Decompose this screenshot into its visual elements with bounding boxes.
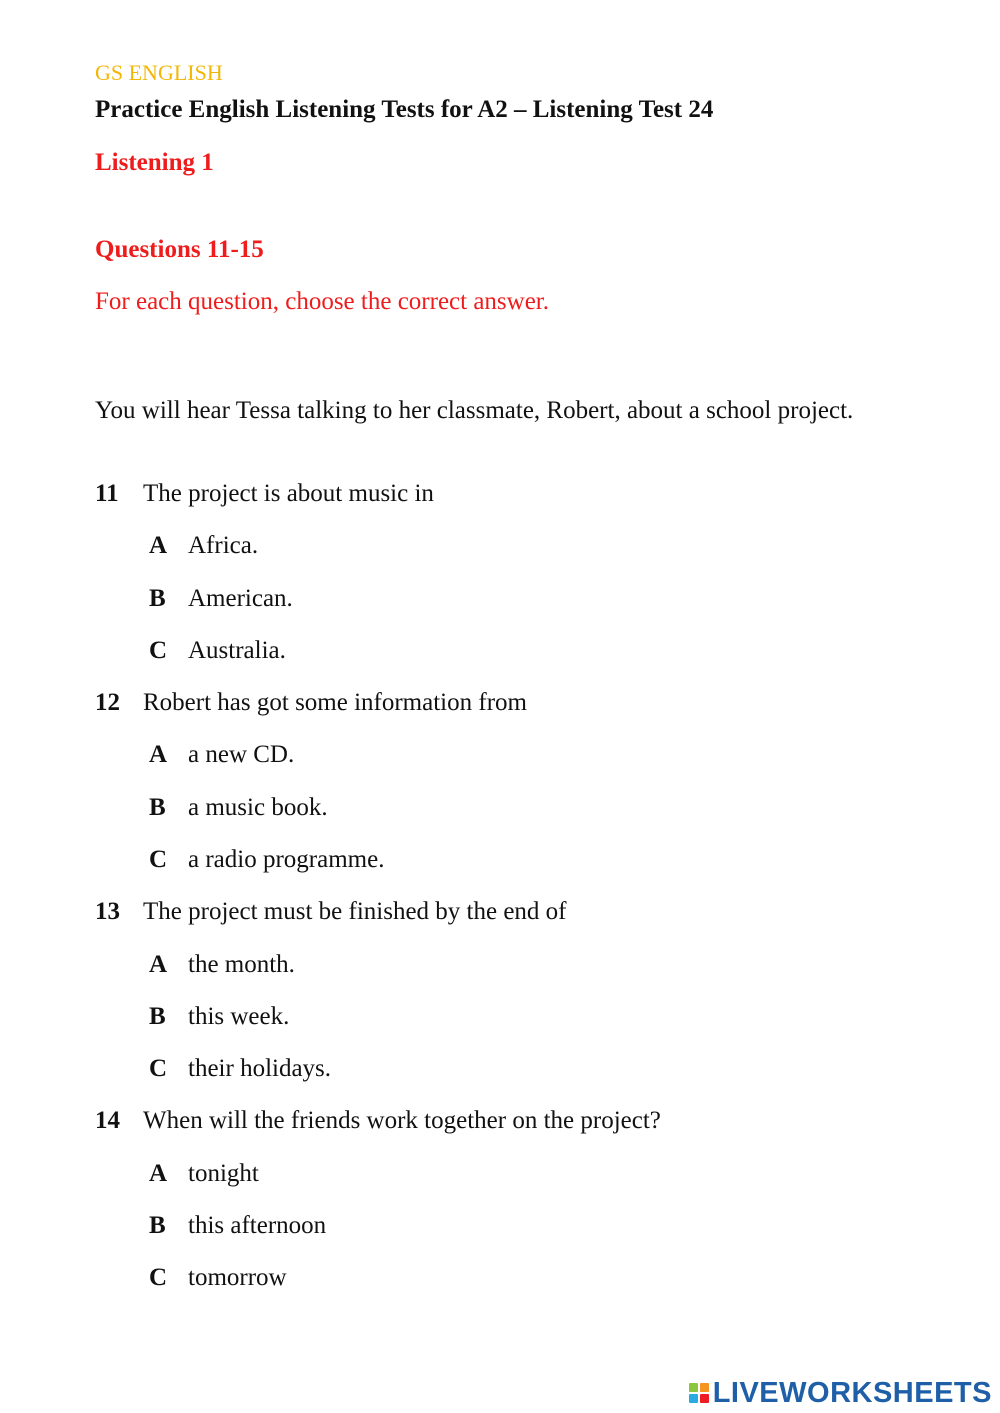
option-text: this afternoon <box>188 1212 327 1239</box>
question-number: 13 <box>95 898 120 925</box>
option-text: Africa. <box>188 532 259 559</box>
option-letter: C <box>149 846 168 873</box>
option-letter: C <box>149 1264 168 1291</box>
option-text: a new CD. <box>188 741 295 768</box>
option-text: Australia. <box>188 637 286 664</box>
question-text: Robert has got some information from <box>143 689 527 716</box>
option-letter: B <box>149 1212 166 1239</box>
option-letter: C <box>149 1055 168 1082</box>
option-letter: A <box>149 951 168 978</box>
question-number: 12 <box>95 689 120 716</box>
question-text: The project is about music in <box>143 480 434 507</box>
question-number: 14 <box>95 1107 120 1134</box>
question-number: 11 <box>95 480 119 507</box>
section-heading: Listening 1 <box>95 149 214 176</box>
option-text: tomorrow <box>188 1264 287 1291</box>
option-text: the month. <box>188 951 295 978</box>
option-text: a music book. <box>188 794 328 821</box>
logo-grid-icon <box>689 1383 709 1403</box>
option-text: their holidays. <box>188 1055 332 1082</box>
brand-label: GS ENGLISH <box>95 60 223 85</box>
option-letter: B <box>149 794 166 821</box>
option-letter: A <box>149 741 168 768</box>
logo-text: LIVEWORKSHEETS <box>712 1376 992 1409</box>
page-title: Practice English Listening Tests for A2 – Listening Test 24 <box>95 96 714 123</box>
questions-range-heading: Questions 11-15 <box>95 236 264 263</box>
option-text: a radio programme. <box>188 846 385 873</box>
option-text: American. <box>188 585 293 612</box>
option-letter: B <box>149 1003 166 1030</box>
task-instruction: For each question, choose the correct answer. <box>95 288 550 315</box>
question-text: The project must be finished by the end of <box>143 898 567 925</box>
listening-intro: You will hear Tessa talking to her classmate, Robert, about a school project. <box>95 397 854 424</box>
question-text: When will the friends work together on the project? <box>143 1107 661 1134</box>
option-letter: C <box>149 637 168 664</box>
option-letter: A <box>149 1160 168 1187</box>
option-letter: B <box>149 585 166 612</box>
option-text: this week. <box>188 1003 290 1030</box>
option-letter: A <box>149 532 168 559</box>
liveworksheets-logo <box>689 1378 992 1408</box>
option-text: tonight <box>188 1160 259 1187</box>
